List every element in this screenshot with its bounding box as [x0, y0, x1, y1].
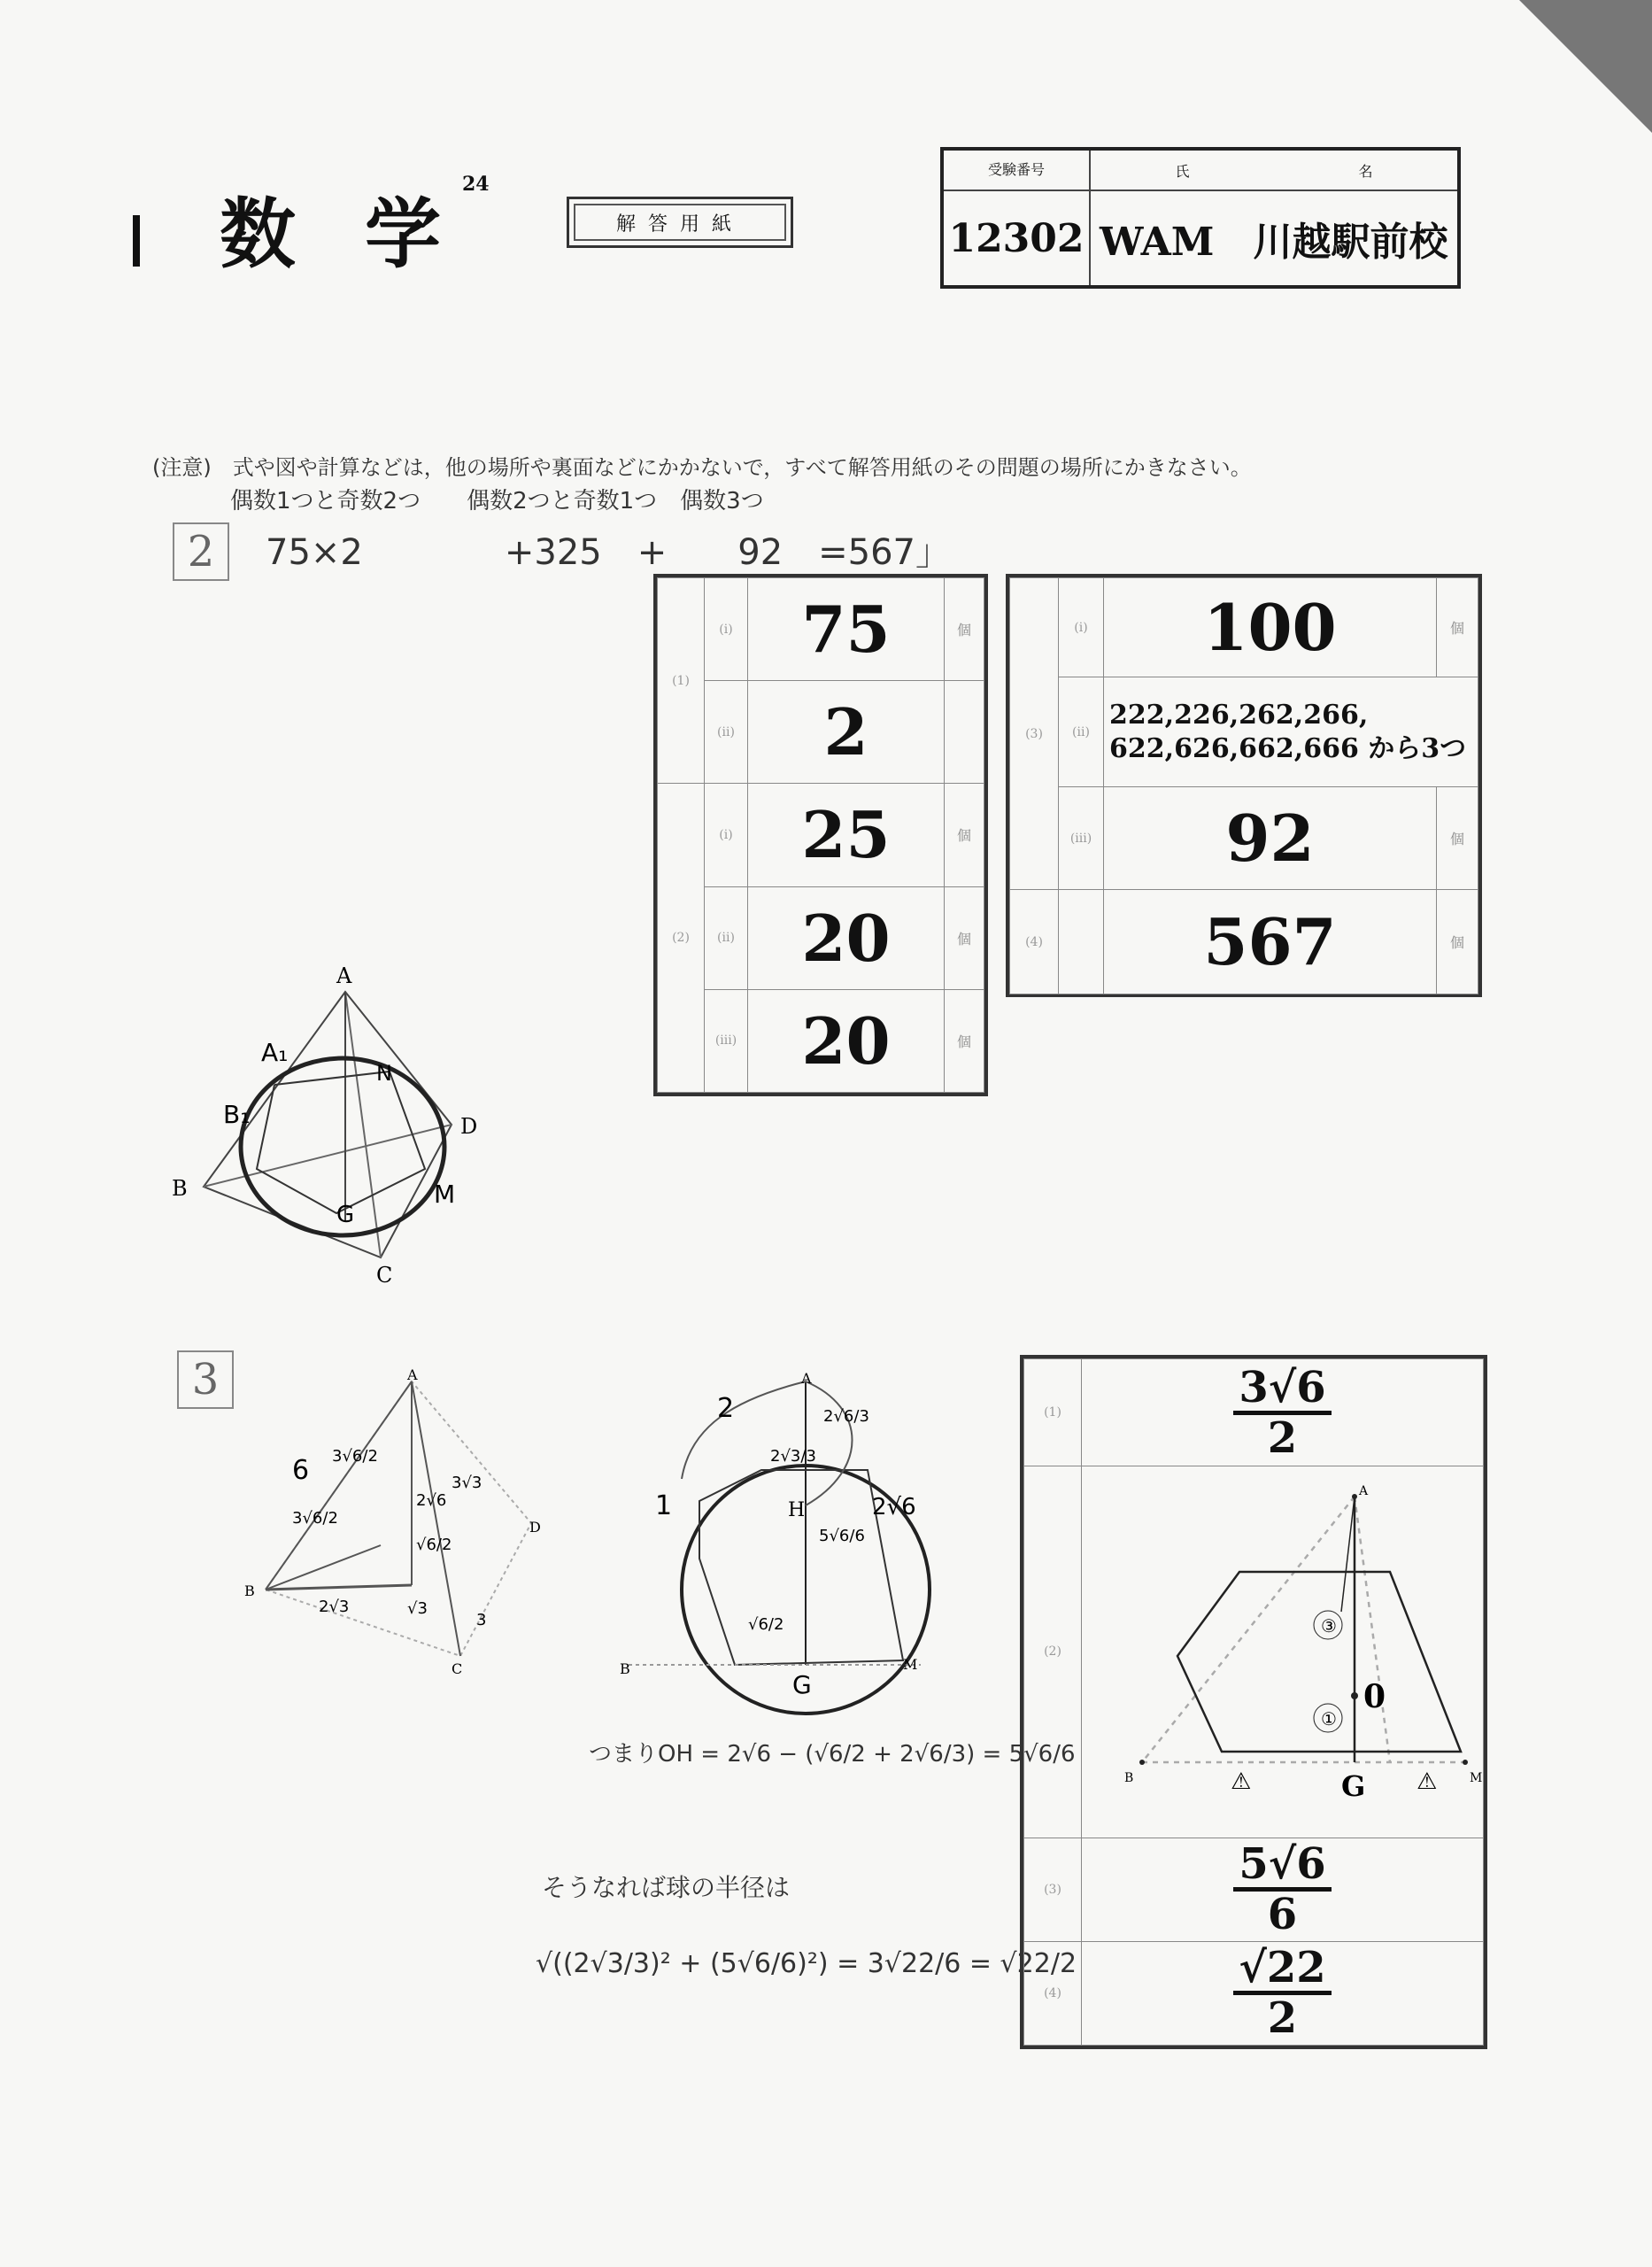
fig-label-A: A — [336, 963, 352, 988]
q2-row5-unit: 個 — [945, 989, 984, 1092]
a2-label-M: M — [1470, 1771, 1483, 1786]
s1-v7: √3 — [407, 1599, 428, 1618]
q3-a4-den: 2 — [1267, 1993, 1298, 2044]
name-label-1: 氏 — [1175, 162, 1190, 180]
a2-label-G: G — [1341, 1769, 1366, 1804]
q2r-row1-unit: 個 — [1437, 578, 1478, 677]
s1-v8: 3 — [476, 1611, 487, 1629]
q2-row3-sub: (i) — [705, 784, 748, 886]
q3-hand-calc3: √((2√3/3)² + (5√6/6)²) = 3√22/6 = √22/2 — [536, 1948, 1077, 1979]
q3-a1-label: (1) — [1024, 1359, 1082, 1466]
q2-row4-unit: 個 — [945, 886, 984, 989]
q2-row1-value: 75 — [748, 578, 945, 681]
q2-number: 2 — [173, 522, 229, 581]
fig-label-A1: A₁ — [261, 1038, 289, 1067]
q3-a2-label: (2) — [1024, 1466, 1082, 1838]
q2-row2-value: 2 — [748, 681, 945, 784]
s2-one: 1 — [655, 1490, 673, 1521]
q3-a4-num: √22 — [1233, 1946, 1331, 1995]
q2-group1-label: (1) — [658, 578, 705, 784]
fig-label-N: N — [376, 1061, 392, 1086]
q2-handwritten-line2: 75×2 +325 + 92 =567」 — [266, 532, 952, 573]
q2r-row4-sub — [1059, 890, 1104, 994]
fig-label-M: M — [434, 1180, 456, 1209]
s1-C: C — [452, 1660, 463, 1677]
s2-w2: 2√3/3 — [770, 1447, 816, 1466]
s2-w3: 5√6/6 — [819, 1527, 865, 1545]
q2r-row4-unit: 個 — [1437, 890, 1478, 994]
exam-no-value: 12302 — [944, 191, 1091, 285]
q3-a4-value — [1082, 1941, 1484, 2045]
s1-D: D — [529, 1519, 541, 1536]
s2-two: 2 — [717, 1393, 735, 1424]
name-label — [1091, 151, 1457, 191]
exam-no-label: 受験番号 — [944, 151, 1091, 191]
q2r-row2-value — [1104, 677, 1478, 787]
q3-a3-den: 6 — [1267, 1890, 1298, 1940]
s2-G: G — [792, 1670, 812, 1699]
s1-B: B — [244, 1582, 255, 1599]
a2-label-A: A — [1359, 1484, 1369, 1499]
subject-title — [133, 173, 490, 282]
subject-code: 24 — [461, 173, 490, 196]
subject-name: 数 学 — [220, 190, 462, 279]
q2-row2-sub: (ii) — [705, 681, 748, 784]
q3-number: 3 — [177, 1350, 234, 1409]
a2-label-c3: ③ — [1321, 1615, 1337, 1637]
name-value: WAM 川越駅前校 — [1100, 220, 1448, 265]
fig-label-D: D — [460, 1114, 478, 1139]
q2-figure — [159, 956, 531, 1293]
q2r-row3-sub: (iii) — [1059, 787, 1104, 890]
s1-v2: 2√6 — [416, 1491, 447, 1510]
s1-six: 6 — [292, 1455, 310, 1486]
folded-corner — [1519, 0, 1652, 133]
q2r-row3-value: 92 — [1104, 787, 1437, 890]
roman-numeral-bar — [133, 215, 140, 267]
fig-label-B: B — [172, 1176, 188, 1201]
notice-text: (注意) 式や図や計算などは，他の場所や裏面などにかかないで，すべて解答用紙のその問題の場所にかきなさい。 — [152, 455, 1252, 480]
s2-B: B — [620, 1660, 630, 1677]
q3-hand-calc1: つまりOH = 2√6 − (√6/2 + 2√6/3) = 5√6/6 — [589, 1741, 1076, 1768]
q2-handwritten-line1: 偶数1つと奇数2つ 偶数2つと奇数1つ 偶数3つ — [230, 488, 764, 515]
s2-w4: 2√6 — [872, 1494, 916, 1520]
a2-label-t2: ⚠ — [1417, 1768, 1438, 1796]
exam-info-box — [940, 147, 1461, 289]
q2-row1-sub: (i) — [705, 578, 748, 681]
q2-group4-label: (4) — [1010, 890, 1059, 994]
s2-w1: 2√6/3 — [823, 1407, 869, 1426]
a2-label-c1: ① — [1321, 1708, 1337, 1730]
q3-a3-label: (3) — [1024, 1838, 1082, 1941]
q2-row1-unit: 個 — [945, 578, 984, 681]
fig-label-G: G — [336, 1202, 355, 1228]
q3-a1-den: 2 — [1267, 1412, 1298, 1463]
q2-answer-table-right — [1006, 574, 1482, 997]
q3-a2-figure-cell — [1082, 1466, 1484, 1838]
q3-a3-num: 5√6 — [1233, 1843, 1331, 1892]
s2-w5: √6/2 — [748, 1615, 784, 1634]
s1-v6: 2√3 — [319, 1598, 350, 1616]
q3-sketch-1 — [239, 1364, 575, 1683]
q2-row3-value: 25 — [748, 784, 945, 886]
q3-a1-num: 3√6 — [1233, 1366, 1331, 1415]
s2-M: M — [903, 1656, 918, 1673]
q2r-row2-line1: 222,226,262,266, — [1109, 700, 1369, 731]
q2-answer-table-left — [653, 574, 988, 1096]
q2-row5-value: 20 — [748, 989, 945, 1092]
fig-label-C: C — [376, 1263, 393, 1288]
q3-a2-figure — [1089, 1470, 1483, 1833]
a2-label-t1: ⚠ — [1231, 1768, 1252, 1796]
q3-a3-value — [1082, 1838, 1484, 1941]
name-label-2: 名 — [1358, 162, 1373, 180]
fig-label-B1: B₁ — [223, 1100, 251, 1129]
q3-a4-label: (4) — [1024, 1941, 1082, 2045]
q2-row4-value: 20 — [748, 886, 945, 989]
q3-sketch-2 — [602, 1370, 974, 1709]
a2-label-O: 0 — [1363, 1678, 1386, 1716]
q2r-row3-unit: 個 — [1437, 787, 1478, 890]
q2-row2-unit — [945, 681, 984, 784]
s1-v4: 3√6/2 — [292, 1509, 338, 1528]
q3-hand-calc2: そうなれば球の半径は — [542, 1873, 791, 1902]
s1-v1: 3√6/2 — [332, 1447, 378, 1466]
q2r-row1-sub: (i) — [1059, 578, 1104, 677]
s1-v5: √6/2 — [416, 1536, 452, 1554]
q2r-row1-value: 100 — [1104, 578, 1437, 677]
q2-row3-unit: 個 — [945, 784, 984, 886]
q2-group2-label: (2) — [658, 784, 705, 1093]
s2-A: A — [801, 1370, 812, 1387]
q2r-row4-value: 567 — [1104, 890, 1437, 994]
a2-label-B: B — [1124, 1771, 1134, 1786]
q2-group3-label: (3) — [1010, 578, 1059, 890]
q2r-row2-line2: 622,626,662,666 から3つ — [1109, 732, 1467, 764]
q2-row5-sub: (iii) — [705, 989, 748, 1092]
q3-a1-value — [1082, 1359, 1484, 1466]
s2-H: H — [788, 1499, 806, 1521]
s1-v3: 3√3 — [452, 1474, 482, 1492]
answer-sheet-label: 解答用紙 — [567, 197, 793, 248]
q2r-row2-sub: (ii) — [1059, 677, 1104, 787]
q2-row4-sub: (ii) — [705, 886, 748, 989]
s1-A: A — [407, 1366, 418, 1383]
q3-answer-table — [1020, 1355, 1487, 2049]
